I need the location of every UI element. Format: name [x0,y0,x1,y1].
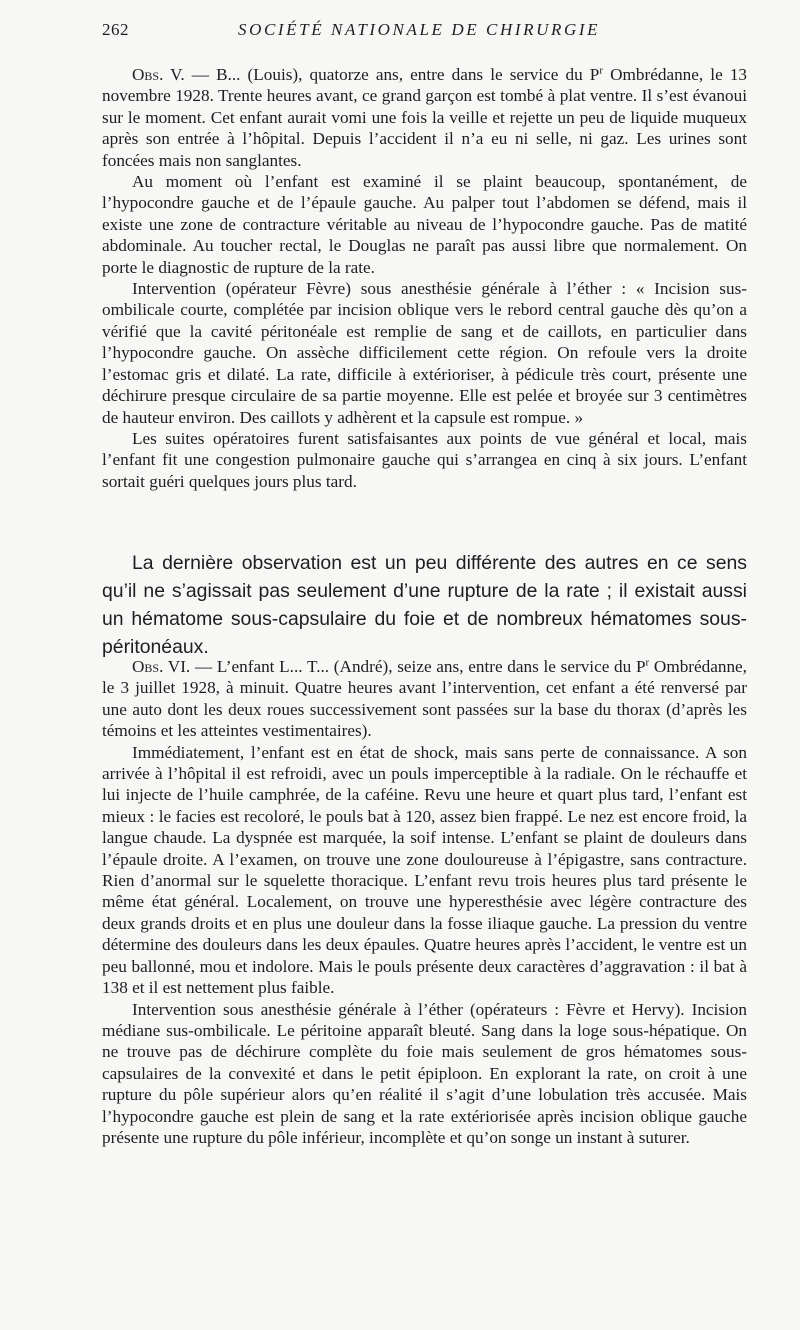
transition-paragraph: La dernière observation est un peu différente des autres en ce sens qu’il ne s’agissait pas seulement d’une rupture de la rate ; il existait aussi un hématome sous-capsulaire du foie et de nombreux hématomes sous-péritonéaux. [102,552,747,658]
observation-5 [102,64,747,492]
obs5-paragraph-2: Au moment où l’enfant est examiné il se plaint beaucoup, spontanément, de l’hypocondre gauche et de l’épaule gauche. Au palper tout l’abdomen se défend, mais il existe une zone de contracture véritable au niveau de l’hypocondre gauche. Pas de matité abdominale. Au toucher rectal, le Douglas ne paraît pas aussi libre que normalement. On porte le diagnostic de rupture de la rate. [102,172,747,277]
running-header [102,20,747,46]
obs5-label: Obs. V. [132,65,185,84]
obs6-paragraph-3: Intervention sous anesthésie générale à l’éther (opérateurs : Fèvre et Hervy). Incision médiane sus-ombilicale. Le péritoine apparaît bleuté. Sang dans la loge sous-hépatique. On ne trouve pas de déchirure complète du foie mais seulement de gros hématomes sous-capsulaires de la convexité et dans le petit épiploon. En explorant la rate, on croit à une rupture du pôle supérieur alors qu’en réalité il s’agit d’une lobulation très accusée. Mais l’hypocondre gauche est plein de sang et la rate extériorisée après incision oblique gauche présente une rupture du pôle inférieur, incomplète et qu’on songe un instant à suturer. [102,999,747,1147]
journal-title: SOCIÉTÉ NATIONALE DE CHIRURGIE [238,20,601,39]
obs5-paragraph-3: Intervention (opérateur Fèvre) sous anesthésie générale à l’éther : « Incision sus-ombilicale courte, complétée par incision oblique vers le rebord central gauche dès qu’on a vérifié que la cavité péritonéale est remplie de sang et de caillots, en particulier dans l’hypocondre gauche. On assèche difficilement cette région. On refoule vers la droite l’estomac gris et dilaté. La rate, difficile à extérioriser, à pédicule très court, présente une déchirure presque circulaire de sa partie moyenne. Elle est pelée et broyée sur 3 centimètres de hauteur environ. Des caillots y adhèrent et la capsule est rompue. » [102,279,747,427]
obs6-paragraph-1: Obs. VI. — L’enfant L... T... (André), seize ans, entre dans le service du $P^r$ Ombrédanne, le 3 juillet 1928, à minuit. Quatre heures avant l’intervention, cet enfant a été renversé par une auto dont les deux roues successivement sont passées sur la base du thorax (d’après les témoins et les atteintes vestimentaires). [102,656,747,741]
page-number: 262 [102,20,129,39]
obs5-paragraph-4: Les suites opératoires furent satisfaisantes aux points de vue général et local, mais l’enfant fit une congestion pulmonaire gauche qui s’arrangea en cinq à six jours. L’enfant sortait guéri quelques jours plus tard. [102,428,747,491]
observation-6 [102,656,747,1148]
obs5-paragraph-1: Obs. V. — B... (Louis), quatorze ans, entre dans le service du $P^r$ Ombrédanne, le 13 novembre 1928. Trente heures avant, ce grand garçon est tombé à plat ventre. Il s’est évanoui sur le moment. Cet enfant aurait vomi une fois la veille et rejette un peu de liquide muqueux après son entrée à l’hôpital. Depuis l’accident il n’a eu ni selle, ni gaz. Les urines sont foncées mais non sanglantes. [102,64,748,170]
obs6-paragraph-2: Immédiatement, l’enfant est en état de shock, mais sans perte de connaissance. A son arrivée à l’hôpital il est refroidi, avec un pouls imperceptible à la radiale. On le réchauffe et lui injecte de l’huile camphrée, de la caféine. Revu une heure et quart plus tard, l’enfant est mieux : le facies est recoloré, le pouls bat à 120, assez bien frappé. Le nez est encore froid, la langue chaude. La dyspnée est marquée, la soif intense. L’enfant se plaint de douleurs dans l’épaule droite. A l’examen, on trouve une zone douloureuse à l’épigastre, sans contracture. Rien d’anormal sur le squelette thoracique. L’enfant revu trois heures plus tard présente le même état général. Localement, on trouve une hyperesthésie avec légère contracture des deux grands droits et en plus une douleur dans la fosse iliaque gauche. La pression du ventre détermine des douleurs dans les deux épaules. Quatre heures après l’accident, le ventre est un peu ballonné, mou et indolore. Mais le pouls présente deux caractères d’aggravation : il bat à 138 et il est nettement plus faible. [102,742,747,998]
obs6-label: Obs. VI. [132,657,191,676]
